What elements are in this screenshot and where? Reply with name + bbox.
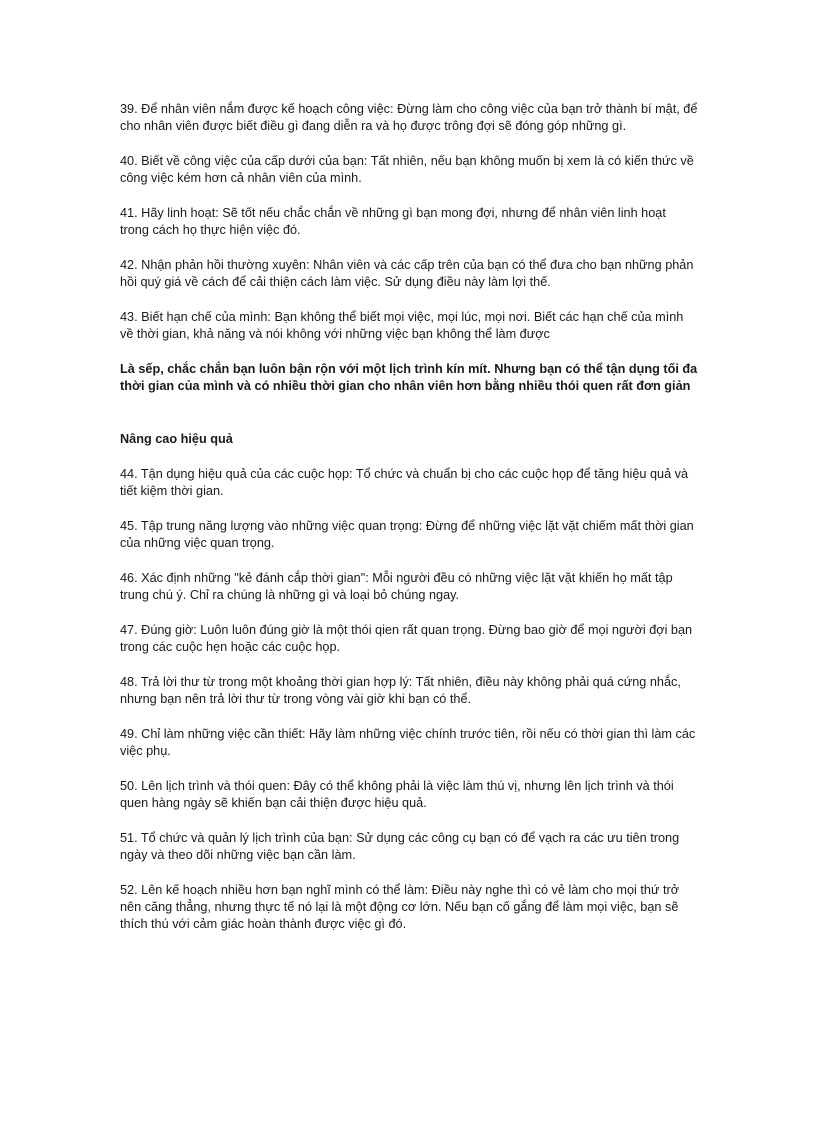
- list-item-49: 49. Chỉ làm những việc cần thiết: Hãy làm những việc chính trước tiên, rồi nếu có thời gian thì làm các việc phụ.: [120, 727, 696, 758]
- list-item-51: 51. Tổ chức và quản lý lịch trình của bạn: Sử dụng các công cụ bạn có để vạch ra các ưu tiên trong ngày và theo dõi những việc bạn cần làm.: [120, 831, 680, 862]
- list-item-47: 47. Đúng giờ: Luôn luôn đúng giờ là một thói qien rất quan trọng. Đừng bao giờ để mọi người đợi bạn trong các cuộc hẹn hoặc các cuộc họp.: [120, 623, 693, 654]
- list-item-50: 50. Lên lịch trình và thói quen: Đây có thể không phải là việc làm thú vị, nhưng lên lịch trình và thói quen hàng ngày sẽ khiến bạn cải thiện được hiệu quả.: [120, 779, 674, 810]
- spacer: [120, 413, 698, 431]
- list-item-48: 48. Trả lời thư từ trong một khoảng thời gian hợp lý: Tất nhiên, điều này không phải quá cứng nhắc, nhưng bạn nên trả lời thư từ trong vòng vài giờ khi bạn có thể.: [120, 675, 681, 706]
- list-item-42: 42. Nhận phản hồi thường xuyên: Nhân viên và các cấp trên của bạn có thể đưa cho bạn những phản hồi quý giá về cách để cải thiện cách làm việc. Sử dụng điều này làm lợi thế.: [120, 258, 694, 289]
- list-item-46: 46. Xác định những "kẻ đánh cắp thời gian": Mỗi người đều có những việc lặt vặt khiến họ mất tập trung chú ý. Chỉ ra chúng là những gì và loại bỏ chúng ngay.: [120, 571, 673, 602]
- list-item-44: 44. Tận dụng hiệu quả của các cuộc họp: Tổ chức và chuẩn bị cho các cuộc họp để tăng hiệu quả và tiết kiệm thời gian.: [120, 467, 689, 498]
- list-item-41: 41. Hãy linh hoạt: Sẽ tốt nếu chắc chắn về những gì bạn mong đợi, nhưng để nhân viên linh hoạt trong cách họ thực hiện việc đó.: [120, 206, 666, 237]
- list-item-43: 43. Biết hạn chế của mình: Bạn không thể biết mọi việc, mọi lúc, mọi nơi. Biết các hạn chế của mình về thời gian, khả năng và nói không với những việc bạn không thể làm được: [120, 310, 684, 341]
- list-item-40: 40. Biết về công việc của cấp dưới của bạn: Tất nhiên, nếu bạn không muốn bị xem là có kiến thức về công việc kém hơn cả nhân viên của mình.: [120, 154, 694, 185]
- document-body: [120, 101, 698, 951]
- list-item-39: 39. Để nhân viên nắm được kế hoạch công việc: Đừng làm cho công việc của bạn trở thành bí mật, để cho nhân viên được biết điều gì đang diễn ra và họ được trông đợi sẽ đóng góp những gì.: [120, 102, 698, 133]
- list-item-52: 52. Lên kế hoạch nhiều hơn bạn nghĩ mình có thể làm: Điều này nghe thì có vẻ làm cho mọi thứ trở nên căng thẳng, nhưng thực tế nó lại là một động cơ lớn. Nếu bạn cố gắng để làm mọi việc, bạn sẽ thích thú với cảm giác hoàn thành được việc gì đó.: [120, 883, 680, 931]
- list-item-45: 45. Tập trung năng lượng vào những việc quan trọng: Đừng để những việc lặt vặt chiếm mất thời gian của những việc quan trọng.: [120, 519, 694, 550]
- intro-bold-paragraph: Là sếp, chắc chắn bạn luôn bận rộn với một lịch trình kín mít. Nhưng bạn có thể tận dụng tối đa thời gian của mình và có nhiều thời gian cho nhân viên hơn bằng nhiều thói quen rất đơn giản: [120, 362, 698, 393]
- section-heading: Nâng cao hiệu quả: [120, 432, 233, 446]
